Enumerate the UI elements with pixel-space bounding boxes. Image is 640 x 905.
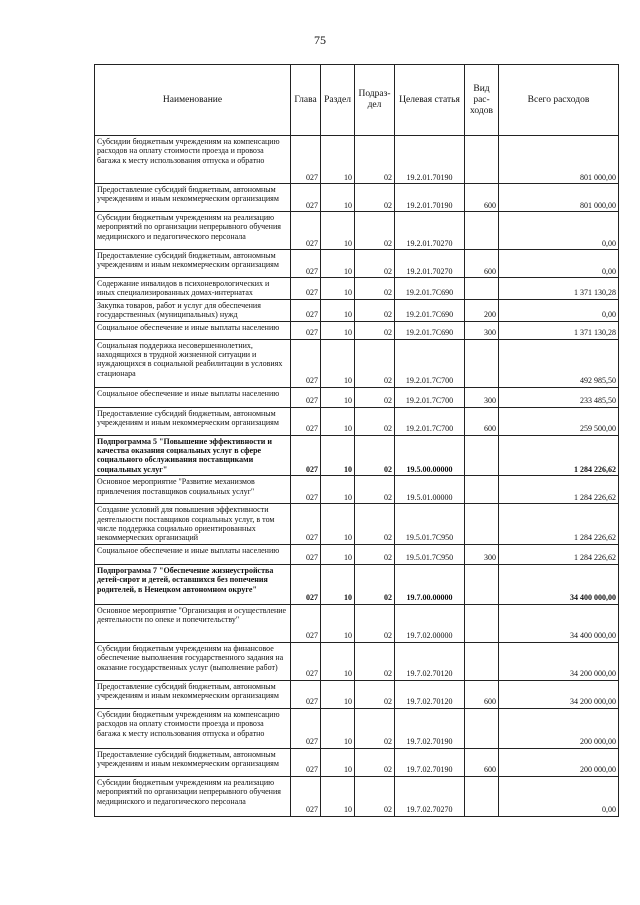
table-row [95, 544, 619, 564]
cell-target: 19.7.00.00000 [395, 564, 465, 604]
cell-chapter: 027 [291, 278, 321, 300]
cell-name: Предоставление субсидий бюджетным, автономным учреждениям и иным некоммерческим организациям [95, 748, 291, 776]
cell-chapter: 027 [291, 299, 321, 321]
cell-type [465, 642, 499, 680]
cell-name: Закупка товаров, работ и услуг для обеспечения государственных (муниципальных) нужд [95, 299, 291, 321]
cell-name: Социальное обеспечение и иные выплаты населению [95, 321, 291, 339]
cell-section: 10 [321, 136, 355, 184]
cell-total: 0,00 [499, 776, 619, 816]
header-total: Всего расходов [499, 65, 619, 136]
cell-type: 300 [465, 544, 499, 564]
table-row [95, 680, 619, 708]
cell-name: Предоставление субсидий бюджетным, автономным учреждениям и иным некоммерческим организациям [95, 407, 291, 435]
cell-subsection: 02 [355, 544, 395, 564]
cell-section: 10 [321, 321, 355, 339]
cell-subsection: 02 [355, 708, 395, 748]
cell-target: 19.7.02.00000 [395, 604, 465, 642]
cell-chapter: 027 [291, 604, 321, 642]
cell-section: 10 [321, 642, 355, 680]
cell-total: 801 000,00 [499, 184, 619, 212]
cell-target: 19.2.01.7С700 [395, 407, 465, 435]
header-target: Целевая статья [395, 65, 465, 136]
cell-name: Предоставление субсидий бюджетным, автономным учреждениям и иным некоммерческим организациям [95, 184, 291, 212]
cell-chapter: 027 [291, 435, 321, 476]
cell-chapter: 027 [291, 680, 321, 708]
cell-subsection: 02 [355, 278, 395, 300]
cell-type [465, 278, 499, 300]
cell-total: 0,00 [499, 250, 619, 278]
cell-target: 19.7.02.70270 [395, 776, 465, 816]
cell-total: 34 200 000,00 [499, 642, 619, 680]
cell-target: 19.5.01.7С950 [395, 504, 465, 545]
cell-subsection: 02 [355, 564, 395, 604]
header-section: Раздел [321, 65, 355, 136]
cell-chapter: 027 [291, 708, 321, 748]
cell-chapter: 027 [291, 776, 321, 816]
cell-section: 10 [321, 680, 355, 708]
cell-subsection: 02 [355, 212, 395, 250]
cell-subsection: 02 [355, 476, 395, 504]
cell-target: 19.7.02.70120 [395, 642, 465, 680]
cell-subsection: 02 [355, 680, 395, 708]
cell-name: Субсидии бюджетным учреждениям на реализацию мероприятий по организации непрерывного обучения медицинского и педагогического персонала [95, 212, 291, 250]
cell-target: 19.2.01.70270 [395, 212, 465, 250]
cell-section: 10 [321, 748, 355, 776]
cell-chapter: 027 [291, 544, 321, 564]
cell-name: Социальное обеспечение и иные выплаты населению [95, 544, 291, 564]
cell-type: 600 [465, 680, 499, 708]
table-row [95, 776, 619, 816]
cell-section: 10 [321, 544, 355, 564]
cell-subsection: 02 [355, 748, 395, 776]
table-row [95, 748, 619, 776]
cell-target: 19.2.01.70270 [395, 250, 465, 278]
cell-total: 0,00 [499, 212, 619, 250]
cell-total: 801 000,00 [499, 136, 619, 184]
cell-name: Субсидии бюджетным учреждениям на финансовое обеспечение выполнения государственного задания на оказание государственных услуг (выполнение работ) [95, 642, 291, 680]
cell-subsection: 02 [355, 407, 395, 435]
cell-target: 19.2.01.7С690 [395, 321, 465, 339]
page-number: 75 [314, 33, 326, 47]
cell-target: 19.5.01.7С950 [395, 544, 465, 564]
table-row [95, 604, 619, 642]
cell-name: Основное мероприятие "Организация и осуществление деятельности по опеке и попечительству" [95, 604, 291, 642]
cell-type: 600 [465, 250, 499, 278]
cell-type: 600 [465, 407, 499, 435]
table-row [95, 250, 619, 278]
table-row [95, 136, 619, 184]
table-row [95, 407, 619, 435]
cell-type [465, 435, 499, 476]
cell-target: 19.5.01.00000 [395, 476, 465, 504]
cell-name: Субсидии бюджетным учреждениям на реализацию мероприятий по организации непрерывного обучения медицинского и педагогического персонала [95, 776, 291, 816]
cell-name: Создание условий для повышения эффективности деятельности поставщиков социальных услуг, в том числе поддержка социально ориентированных некоммерческих организаций [95, 504, 291, 545]
cell-section: 10 [321, 387, 355, 407]
cell-subsection: 02 [355, 339, 395, 387]
table-row [95, 642, 619, 680]
cell-total: 0,00 [499, 299, 619, 321]
cell-section: 10 [321, 504, 355, 545]
cell-section: 10 [321, 299, 355, 321]
cell-chapter: 027 [291, 184, 321, 212]
cell-name: Предоставление субсидий бюджетным, автономным учреждениям и иным некоммерческим организациям [95, 250, 291, 278]
table-row [95, 299, 619, 321]
table-row [95, 184, 619, 212]
cell-section: 10 [321, 407, 355, 435]
cell-section: 10 [321, 250, 355, 278]
cell-total: 1 371 130,28 [499, 321, 619, 339]
cell-total: 259 500,00 [499, 407, 619, 435]
cell-target: 19.7.02.70120 [395, 680, 465, 708]
cell-name: Содержание инвалидов в психоневрологических и иных специализированных домах-интернатах [95, 278, 291, 300]
cell-target: 19.2.01.7С700 [395, 339, 465, 387]
cell-chapter: 027 [291, 564, 321, 604]
header-type: Вид рас-ходов [465, 65, 499, 136]
cell-subsection: 02 [355, 250, 395, 278]
cell-section: 10 [321, 604, 355, 642]
cell-name: Субсидии бюджетным учреждениям на компенсацию расходов на оплату стоимости проезда и провоза багажа к месту использования отпуска и обратно [95, 136, 291, 184]
cell-name: Подпрограмма 7 "Обеспечение жизнеустройства детей-сирот и детей, оставшихся без попечения родителей, в Ненецком автономном округе" [95, 564, 291, 604]
table-row [95, 212, 619, 250]
cell-chapter: 027 [291, 321, 321, 339]
cell-type: 300 [465, 321, 499, 339]
header-name: Наименование [95, 65, 291, 136]
cell-target: 19.7.02.70190 [395, 748, 465, 776]
cell-total: 1 284 226,62 [499, 476, 619, 504]
cell-chapter: 027 [291, 504, 321, 545]
cell-subsection: 02 [355, 299, 395, 321]
cell-subsection: 02 [355, 504, 395, 545]
cell-chapter: 027 [291, 407, 321, 435]
cell-total: 492 985,50 [499, 339, 619, 387]
table-row [95, 387, 619, 407]
table-row [95, 435, 619, 476]
table-row [95, 321, 619, 339]
cell-total: 1 284 226,62 [499, 435, 619, 476]
cell-target: 19.2.01.7С700 [395, 387, 465, 407]
cell-chapter: 027 [291, 642, 321, 680]
cell-total: 200 000,00 [499, 748, 619, 776]
cell-target: 19.2.01.7С690 [395, 299, 465, 321]
cell-name: Основное мероприятие "Развитие механизмов привлечения поставщиков социальных услуг" [95, 476, 291, 504]
cell-type [465, 504, 499, 545]
cell-total: 1 284 226,62 [499, 544, 619, 564]
header-chapter: Глава [291, 65, 321, 136]
cell-section: 10 [321, 212, 355, 250]
cell-type: 600 [465, 748, 499, 776]
header-row [95, 65, 619, 136]
cell-name: Социальная поддержка несовершеннолетних, находящихся в трудной жизненной ситуации и нуждающихся в социальной реабилитации в условиях стационара [95, 339, 291, 387]
table-row [95, 504, 619, 545]
header-subsection: Подраз-дел [355, 65, 395, 136]
cell-target: 19.2.01.70190 [395, 184, 465, 212]
cell-type [465, 564, 499, 604]
cell-subsection: 02 [355, 184, 395, 212]
cell-type [465, 212, 499, 250]
cell-subsection: 02 [355, 435, 395, 476]
cell-section: 10 [321, 476, 355, 504]
cell-type: 600 [465, 184, 499, 212]
cell-total: 1 371 130,28 [499, 278, 619, 300]
cell-total: 34 400 000,00 [499, 564, 619, 604]
cell-subsection: 02 [355, 776, 395, 816]
cell-type [465, 708, 499, 748]
cell-section: 10 [321, 708, 355, 748]
cell-chapter: 027 [291, 250, 321, 278]
cell-chapter: 027 [291, 136, 321, 184]
cell-chapter: 027 [291, 387, 321, 407]
table-row [95, 564, 619, 604]
cell-type [465, 339, 499, 387]
cell-chapter: 027 [291, 476, 321, 504]
cell-name: Социальное обеспечение и иные выплаты населению [95, 387, 291, 407]
cell-section: 10 [321, 564, 355, 604]
cell-section: 10 [321, 278, 355, 300]
table-row [95, 708, 619, 748]
cell-total: 34 200 000,00 [499, 680, 619, 708]
cell-section: 10 [321, 776, 355, 816]
table-row [95, 476, 619, 504]
table-row [95, 339, 619, 387]
cell-type: 200 [465, 299, 499, 321]
cell-total: 1 284 226,62 [499, 504, 619, 545]
table-row [95, 278, 619, 300]
cell-type: 300 [465, 387, 499, 407]
cell-target: 19.5.00.00000 [395, 435, 465, 476]
cell-chapter: 027 [291, 748, 321, 776]
cell-subsection: 02 [355, 387, 395, 407]
cell-target: 19.7.02.70190 [395, 708, 465, 748]
cell-total: 34 400 000,00 [499, 604, 619, 642]
cell-chapter: 027 [291, 339, 321, 387]
cell-type [465, 136, 499, 184]
cell-name: Предоставление субсидий бюджетным, автономным учреждениям и иным некоммерческим организациям [95, 680, 291, 708]
cell-target: 19.2.01.7С690 [395, 278, 465, 300]
cell-total: 233 485,50 [499, 387, 619, 407]
cell-subsection: 02 [355, 642, 395, 680]
cell-name: Субсидии бюджетным учреждениям на компенсацию расходов на оплату стоимости проезда и провоза багажа к месту использования отпуска и обратно [95, 708, 291, 748]
cell-section: 10 [321, 184, 355, 212]
cell-type [465, 776, 499, 816]
cell-name: Подпрограмма 5 "Повышение эффективности и качества оказания социальных услуг в сфере социального обслуживания поставщиками социальных услуг" [95, 435, 291, 476]
cell-section: 10 [321, 435, 355, 476]
cell-section: 10 [321, 339, 355, 387]
cell-subsection: 02 [355, 136, 395, 184]
cell-chapter: 027 [291, 212, 321, 250]
cell-subsection: 02 [355, 604, 395, 642]
cell-total: 200 000,00 [499, 708, 619, 748]
cell-type [465, 476, 499, 504]
cell-subsection: 02 [355, 321, 395, 339]
cell-type [465, 604, 499, 642]
cell-target: 19.2.01.70190 [395, 136, 465, 184]
expenditure-table [94, 64, 619, 817]
